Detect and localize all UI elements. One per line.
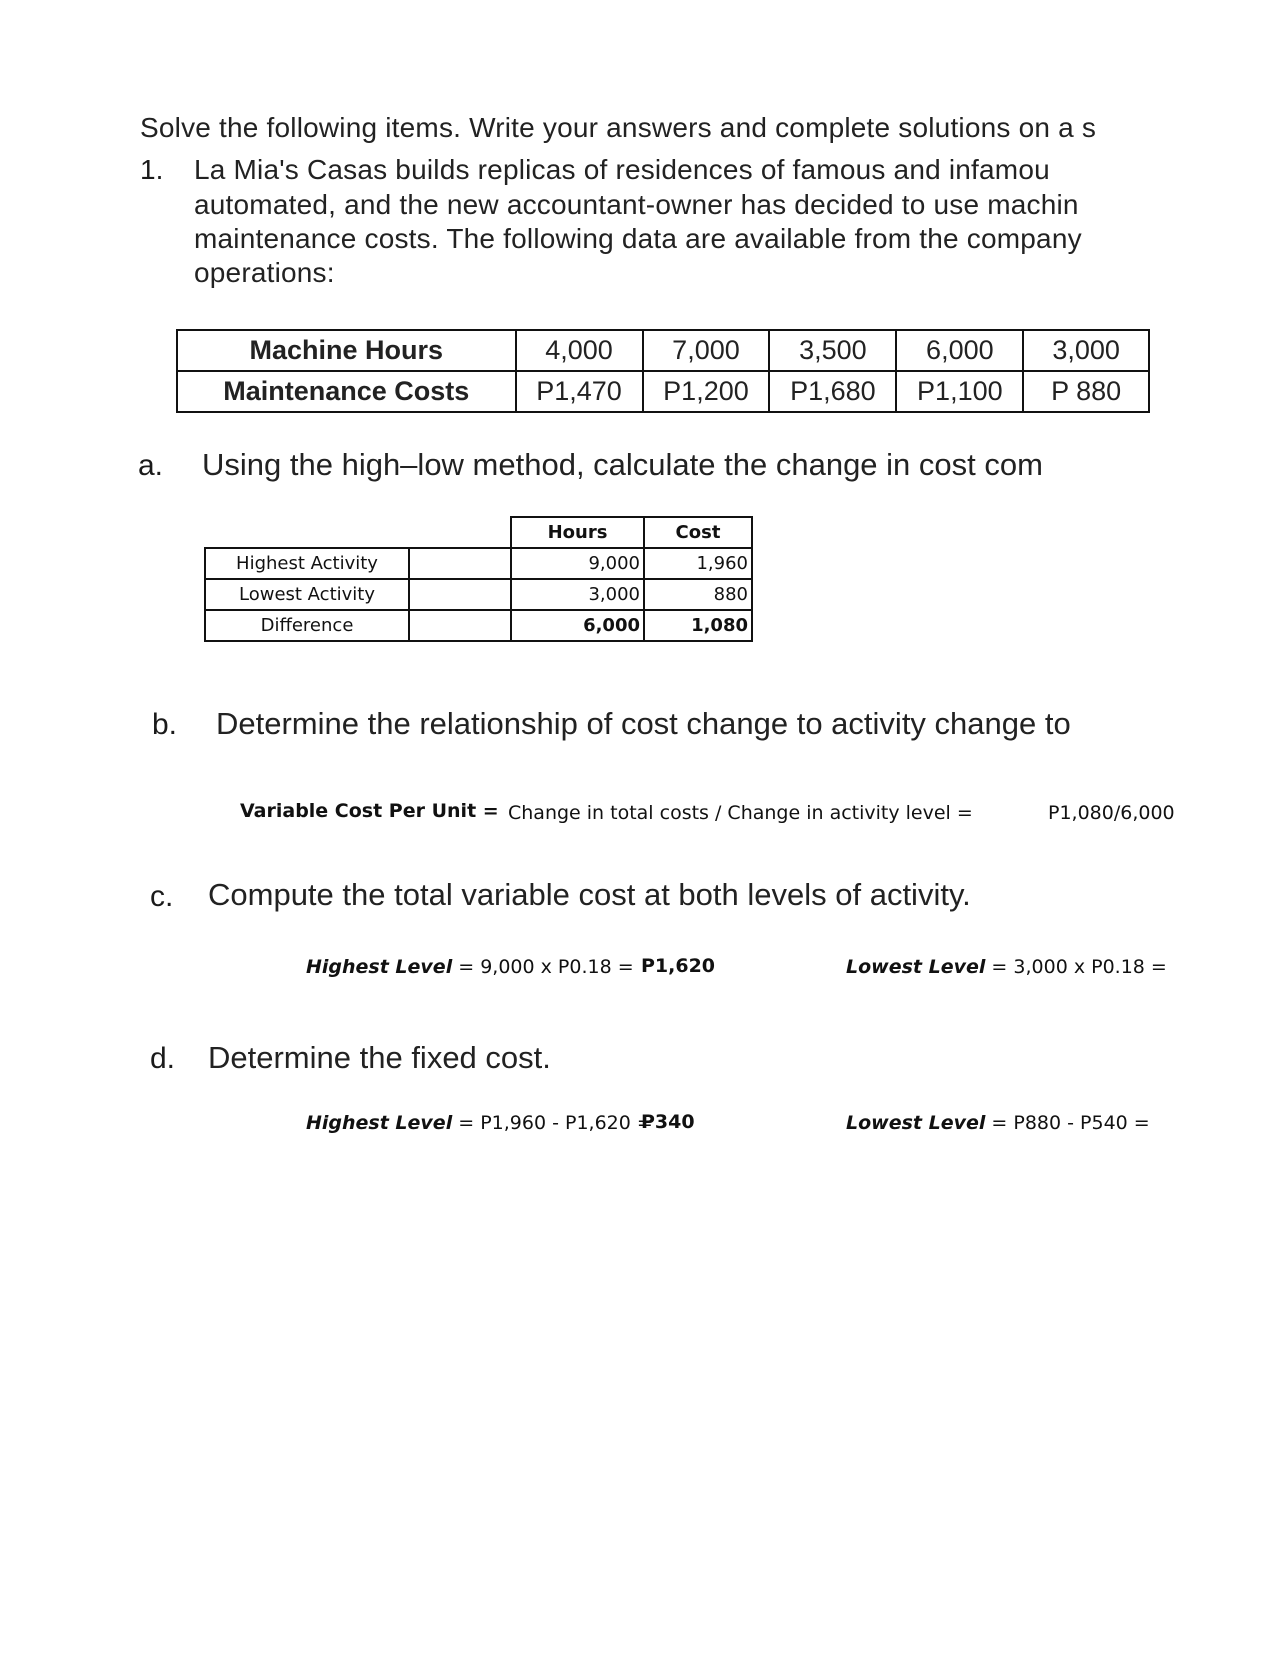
costs-row: [177, 371, 1149, 412]
data-table-wrapper: [0, 0, 1150, 430]
problem-line-4: operations:: [194, 257, 335, 288]
hours-cell: 4,000: [516, 330, 643, 371]
item-number: 1.: [140, 154, 164, 185]
variable-cost-formula: Change in total costs / Change in activity level =: [508, 802, 973, 824]
lowest-level-expression: = 3,000 x P0.18 =: [985, 956, 1167, 978]
hours-value: 6,000: [511, 610, 644, 641]
machine-data-table: [176, 329, 1150, 413]
instruction-line: Solve the following items. Write your answers and complete solutions on a s: [140, 112, 1097, 143]
table-row: [205, 610, 752, 641]
empty-cell: [409, 610, 511, 641]
table-row: [205, 548, 752, 579]
variable-cost-result: P1,080/6,000: [1048, 802, 1175, 824]
hours-cell: 6,000: [896, 330, 1023, 371]
part-a-question: Using the high–low method, calculate the change in cost com: [202, 447, 1043, 482]
hours-cell: 7,000: [643, 330, 770, 371]
part-c-letter: c.: [150, 880, 174, 913]
fixed-cost-high: [306, 1112, 653, 1134]
fixed-cost-high-result: P340: [641, 1111, 695, 1133]
cost-cell: P 880: [1023, 371, 1149, 412]
cost-header: Cost: [644, 517, 752, 548]
variable-cost-high: [306, 956, 634, 978]
variable-cost-label: Variable Cost Per Unit =: [240, 800, 499, 822]
highest-level-expression: = P1,960 - P1,620 =: [452, 1112, 653, 1134]
lowest-level-expression: = P880 - P540 =: [985, 1112, 1150, 1134]
row-label: Difference: [205, 610, 409, 641]
part-b-letter: b.: [152, 708, 178, 741]
highest-level-label: Highest Level: [306, 1112, 453, 1134]
problem-line-2: automated, and the new accountant-owner has decided to use machin: [194, 189, 1079, 220]
row-label: Highest Activity: [205, 548, 409, 579]
part-b-question: Determine the relationship of cost change to activity change to: [216, 706, 1071, 741]
machine-hours-label: Machine Hours: [177, 330, 516, 371]
lowest-level-label: Lowest Level: [846, 1112, 986, 1134]
hours-value: 3,000: [511, 579, 644, 610]
cost-cell: P1,680: [769, 371, 896, 412]
part-a-letter: a.: [138, 449, 164, 482]
hours-cell: 3,000: [1023, 330, 1149, 371]
problem-line-3: maintenance costs. The following data are available from the company: [194, 223, 1082, 254]
empty-cell: [409, 579, 511, 610]
cost-cell: P1,200: [643, 371, 770, 412]
part-c-question: Compute the total variable cost at both levels of activity.: [208, 877, 971, 912]
part-d-question: Determine the fixed cost.: [208, 1040, 551, 1075]
cost-value: 1,960: [644, 548, 752, 579]
fixed-cost-low: [846, 1112, 1150, 1134]
high-low-table: [204, 516, 753, 642]
lowest-level-label: Lowest Level: [846, 956, 986, 978]
hours-value: 9,000: [511, 548, 644, 579]
hours-header: Hours: [511, 517, 644, 548]
maintenance-costs-label: Maintenance Costs: [177, 371, 516, 412]
cost-value: 1,080: [644, 610, 752, 641]
hours-cell: 3,500: [769, 330, 896, 371]
problem-line-1: La Mia's Casas builds replicas of residences of famous and infamou: [194, 154, 1050, 185]
highest-level-expression: = 9,000 x P0.18 =: [452, 956, 634, 978]
table-row: [205, 579, 752, 610]
variable-cost-low: [846, 956, 1167, 978]
variable-cost-high-result: P1,620: [641, 955, 716, 977]
calc-header-row: [205, 517, 752, 548]
cost-cell: P1,100: [896, 371, 1023, 412]
cost-value: 880: [644, 579, 752, 610]
row-label: Lowest Activity: [205, 579, 409, 610]
highest-level-label: Highest Level: [306, 956, 453, 978]
cost-cell: P1,470: [516, 371, 643, 412]
empty-cell: [409, 548, 511, 579]
hours-row: [177, 330, 1149, 371]
part-d-letter: d.: [150, 1042, 176, 1075]
